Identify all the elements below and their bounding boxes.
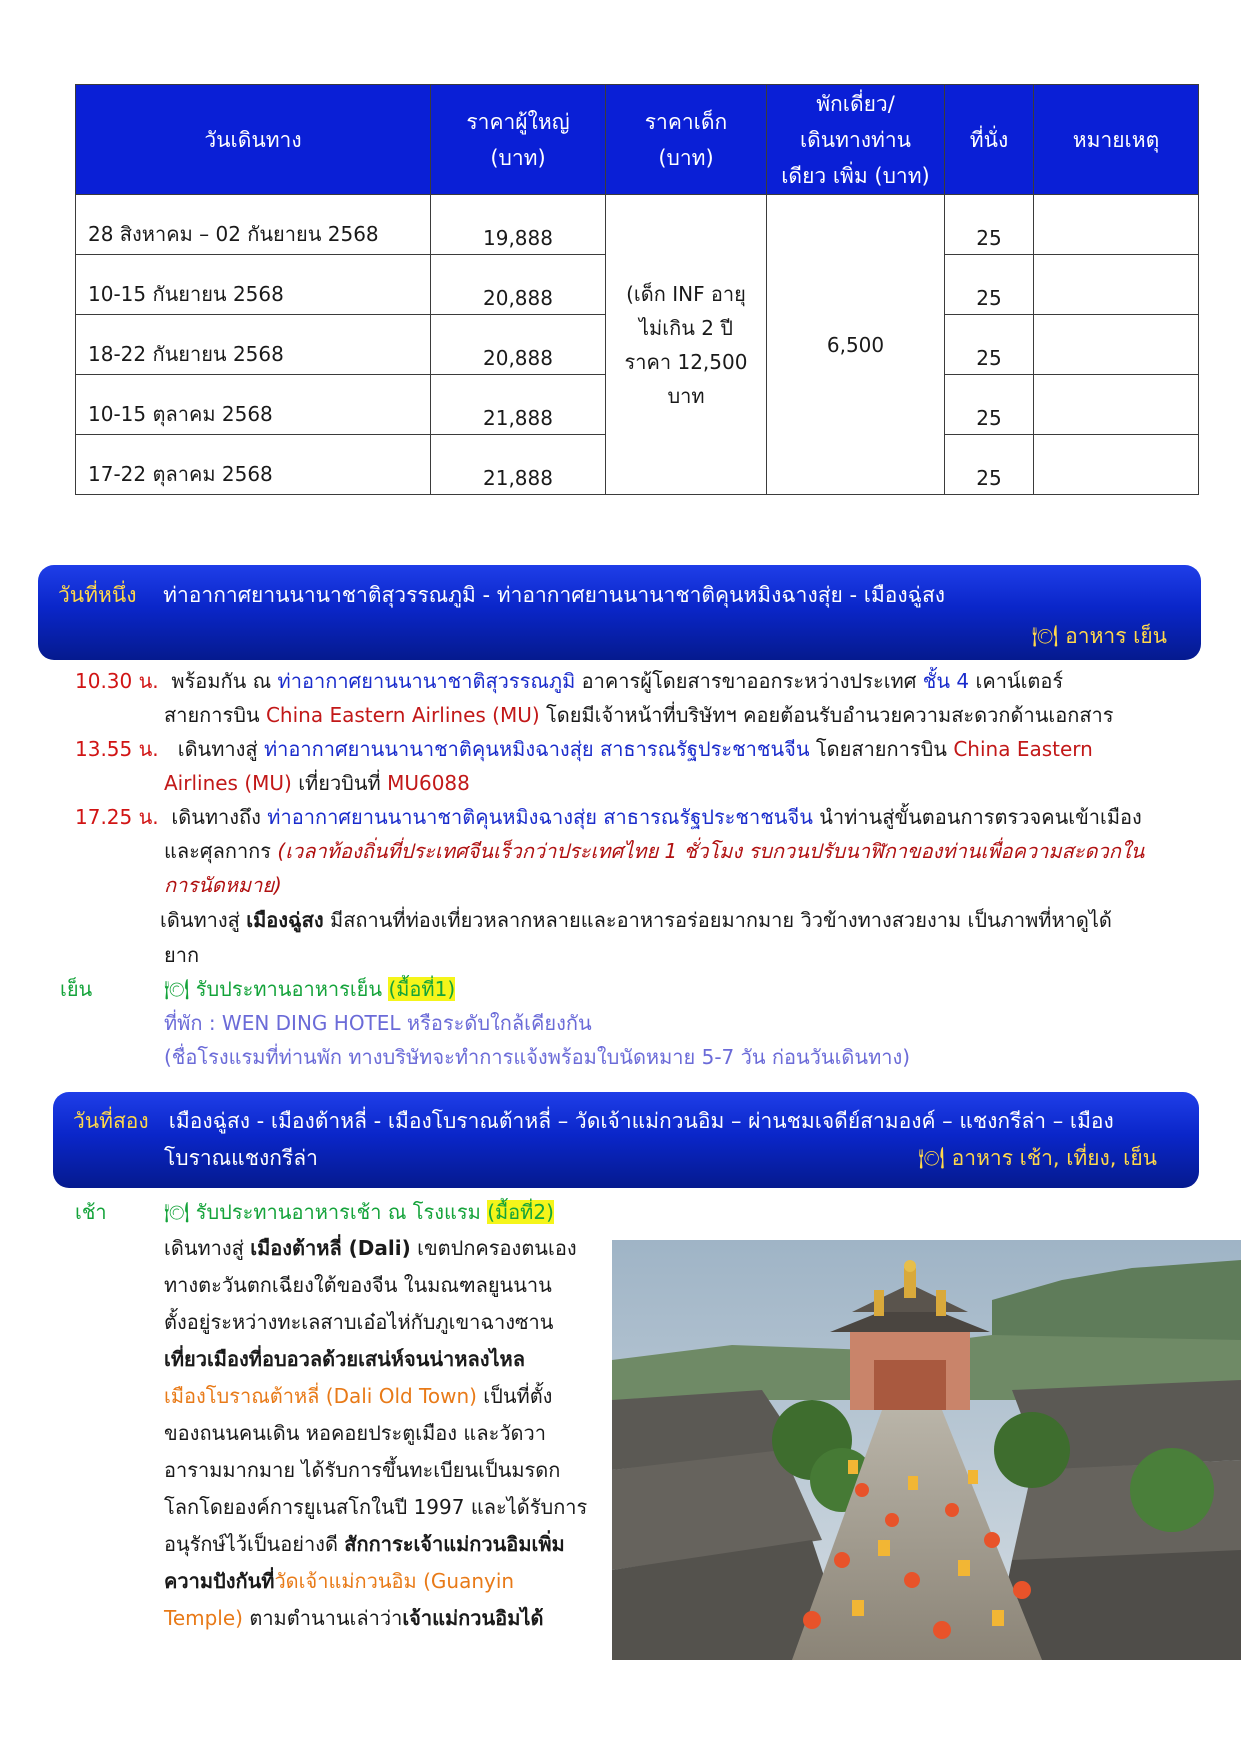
bold-text: ความปังกันที่ [164, 1569, 275, 1593]
date-cell: 28 สิงหาคม – 02 กันยายน 2568 [76, 195, 431, 255]
airline-name: Airlines (MU) [164, 771, 292, 795]
floor: ชั้น 4 [922, 669, 970, 693]
text: โดยสายการบิน [809, 737, 954, 761]
city-name: เมืองฉู่สง [246, 908, 324, 932]
time-label: 13.55 น. [75, 737, 159, 761]
day2-dali-paragraph [164, 1230, 587, 1637]
text: อาคารผู้โดยสารขาออกระหว่างประเทศ [575, 669, 923, 693]
text: อนุรักษ์ไว้เป็นอย่างดี [164, 1532, 345, 1556]
day2-title [73, 1105, 1114, 1138]
text: เป็นที่ตั้ง [476, 1384, 553, 1408]
adult-price-cell: 20,888 [431, 315, 606, 375]
day2-breakfast [164, 1197, 554, 1227]
header-date: วันเดินทาง [76, 85, 431, 195]
header-single-supplement: พักเดี่ยว/ เดินทางท่าน เดียว เพิ่ม (บาท) [767, 85, 945, 195]
timezone-note: (เวลาท้องถิ่นที่ประเทศจีนเร็วกว่าประเทศไทย 1 ชั่วโมง รบกวนปรับนาฬิกาของท่านเพื่อความสะดวกใน [277, 839, 1145, 863]
table-header-row [76, 85, 1199, 195]
airport-name: ท่าอากาศยานนานาชาติคุนหมิงฉางสุ่ย สาธารณรัฐประชาชนจีน [267, 805, 813, 829]
timezone-note: การนัดหมาย) [164, 873, 282, 897]
paragraph-line: เที่ยวเมืองที่อบอวลด้วยเสน่ห์จนน่าหลงไหล [164, 1347, 525, 1371]
text: ยาก [164, 943, 200, 967]
text: เดินทางถึง [171, 805, 268, 829]
day1-route: ท่าอากาศยานนานาชาติสุวรรณภูมิ - ท่าอากาศยานนานาชาติคุนหมิงฉางสุ่ย - เมืองฉู่สง [163, 583, 946, 607]
adult-price-cell: 21,888 [431, 435, 606, 495]
day2-banner [53, 1092, 1199, 1188]
meal-count: (มื้อที่1) [388, 977, 456, 1001]
airport-name: ท่าอากาศยานนานาชาติคุนหมิงฉางสุ่ย สาธารณรัฐประชาชนจีน [263, 737, 810, 761]
header-adult-price: ราคาผู้ใหญ่ (บาท) [431, 85, 606, 195]
attraction-name: Temple) [164, 1606, 243, 1630]
flight-number: MU6088 [387, 771, 470, 795]
header-seats: ที่นั่ง [945, 85, 1034, 195]
text: เที่ยวบินที่ [291, 771, 388, 795]
text: ตามตำนานเล่าว่า [242, 1606, 403, 1630]
airline-name: China Eastern Airlines (MU) [265, 703, 540, 727]
text: เคาน์เตอร์ [969, 669, 1064, 693]
day1-item-1030-cont [164, 700, 1114, 730]
adult-price-cell: 19,888 [431, 195, 606, 255]
text: เดินทางสู่ [164, 1236, 251, 1260]
price-table [75, 84, 1199, 495]
table-row [76, 195, 1199, 255]
text: เดินทางสู่ [160, 908, 247, 932]
seats-cell: 25 [945, 435, 1034, 495]
airport-name: ท่าอากาศยานนานาชาติสุวรรณภูมิ [277, 669, 576, 693]
day1-item-1355 [75, 734, 1093, 764]
airline-name: China Eastern [953, 737, 1093, 761]
day1-item-1725 [75, 802, 1142, 832]
day1-item-1355-cont [164, 768, 470, 798]
paragraph-line: อารามมากมาย ได้รับการขึ้นทะเบียนเป็นมรดก [164, 1458, 561, 1482]
text: มีสถานที่ท่องเที่ยวหลากหลายและอาหารอร่อยมากมาย วิวข้างทางสวยงาม เป็นภาพที่หาดูได้ [323, 908, 1112, 932]
paragraph-line: ตั้งอยู่ระหว่างทะเลสาบเอ๋อไห่กับภูเขาฉางซาน [164, 1310, 554, 1334]
time-label: 10.30 น. [75, 669, 159, 693]
day1-dinner [164, 974, 455, 1004]
time-label: 17.25 น. [75, 805, 159, 829]
day2-meals: 🍽 อาหาร เช้า, เที่ยง, เย็น [918, 1146, 1157, 1170]
bold-text: สักการะเจ้าแม่กวนอิมเพิ่ม [344, 1532, 565, 1556]
remark-cell [1034, 255, 1199, 315]
day1-hotel-note: (ชื่อโรงแรมที่ท่านพัก ทางบริษัทจะทำการแจ้งพร้อมใบนัดหมาย 5-7 วัน ก่อนวันเดินทาง) [164, 1045, 911, 1069]
day2-route-cont: โบราณแชงกรีล่า [164, 1146, 318, 1170]
day1-item-chuxiong-cont [164, 940, 199, 970]
single-supplement-cell: 6,500 [767, 195, 945, 495]
text: พร้อมกัน ณ [171, 669, 278, 693]
text: เดินทางสู่ [177, 737, 264, 761]
paragraph-line [164, 1378, 587, 1415]
meal-count: (มื้อที่2) [487, 1200, 554, 1224]
seats-cell: 25 [945, 195, 1034, 255]
day1-meals: 🍽 อาหาร เย็น [1031, 624, 1167, 648]
meal-label: เช้า [75, 1200, 107, 1224]
paragraph-line [164, 1563, 587, 1600]
header-remark: หมายเหตุ [1034, 85, 1199, 195]
header-child-price: ราคาเด็ก (บาท) [606, 85, 767, 195]
meal-label: เย็น [60, 977, 93, 1001]
text: โดยมีเจ้าหน้าที่บริษัทฯ คอยต้อนรับอำนวยความสะดวกด้านเอกสาร [539, 703, 1114, 727]
date-cell: 18-22 กันยายน 2568 [76, 315, 431, 375]
remark-cell [1034, 315, 1199, 375]
day1-banner [38, 565, 1201, 660]
seats-cell: 25 [945, 375, 1034, 435]
remark-cell [1034, 375, 1199, 435]
paragraph-line [164, 1600, 587, 1637]
paragraph-line: ทางตะวันตกเฉียงใต้ของจีน ในมณฑลยูนนาน [164, 1273, 552, 1297]
text: และศุลกากร [164, 839, 278, 863]
day1-item-chuxiong [160, 905, 1112, 935]
attraction-name: วัดเจ้าแม่กวนอิม (Guanyin [274, 1569, 515, 1593]
meal-text: 🍽 รับประทานอาหารเช้า ณ โรงแรม [164, 1200, 488, 1224]
meal-text: 🍽 รับประทานอาหารเย็น [164, 977, 389, 1001]
text: สายการบิน [164, 703, 266, 727]
date-cell: 10-15 กันยายน 2568 [76, 255, 431, 315]
dali-old-town-photo [612, 1240, 1241, 1660]
bold-text: เจ้าแม่กวนอิมได้ [402, 1606, 544, 1630]
seats-cell: 25 [945, 315, 1034, 375]
date-cell: 10-15 ตุลาคม 2568 [76, 375, 431, 435]
day2-label: วันที่สอง [73, 1109, 149, 1133]
text: นำท่านสู่ขั้นตอนการตรวจคนเข้าเมือง [812, 805, 1142, 829]
paragraph-line [164, 1526, 587, 1563]
day1-item-1725-cont2 [164, 870, 282, 900]
text: เขตปกครองตนเอง [410, 1236, 577, 1260]
paragraph-line: ของถนนคนเดิน หอคอยประตูเมือง และวัดวา [164, 1421, 547, 1445]
paragraph-line: โลกโดยองค์การยูเนสโกในปี 1997 และได้รับการ [164, 1495, 588, 1519]
city-name: เมืองต้าหลี่ (Dali) [250, 1236, 411, 1260]
date-cell: 17-22 ตุลาคม 2568 [76, 435, 431, 495]
day2-route: เมืองฉู่สง - เมืองต้าหลี่ - เมืองโบราณต้าหลี่ – วัดเจ้าแม่กวนอิม – ผ่านชมเจดีย์สามองค์ – แชงกรีล่า – เมือง [168, 1109, 1114, 1133]
child-price-cell: (เด็ก INF อายุ ไม่เกิน 2 ปี ราคา 12,500 บาท [606, 195, 767, 495]
day1-item-1725-cont [164, 836, 1144, 866]
paragraph-line [164, 1230, 587, 1267]
remark-cell [1034, 195, 1199, 255]
breakfast-label [75, 1197, 107, 1227]
adult-price-cell: 20,888 [431, 255, 606, 315]
day1-title [58, 579, 945, 612]
day1-item-1030 [75, 666, 1063, 696]
day1-hotel: ที่พัก : WEN DING HOTEL หรือระดับใกล้เคียงกัน [164, 1011, 592, 1035]
dinner-label [60, 974, 92, 1004]
seats-cell: 25 [945, 255, 1034, 315]
remark-cell [1034, 435, 1199, 495]
attraction-name: เมืองโบราณต้าหลี่ (Dali Old Town) [164, 1384, 477, 1408]
day1-label: วันที่หนึ่ง [58, 583, 137, 607]
adult-price-cell: 21,888 [431, 375, 606, 435]
